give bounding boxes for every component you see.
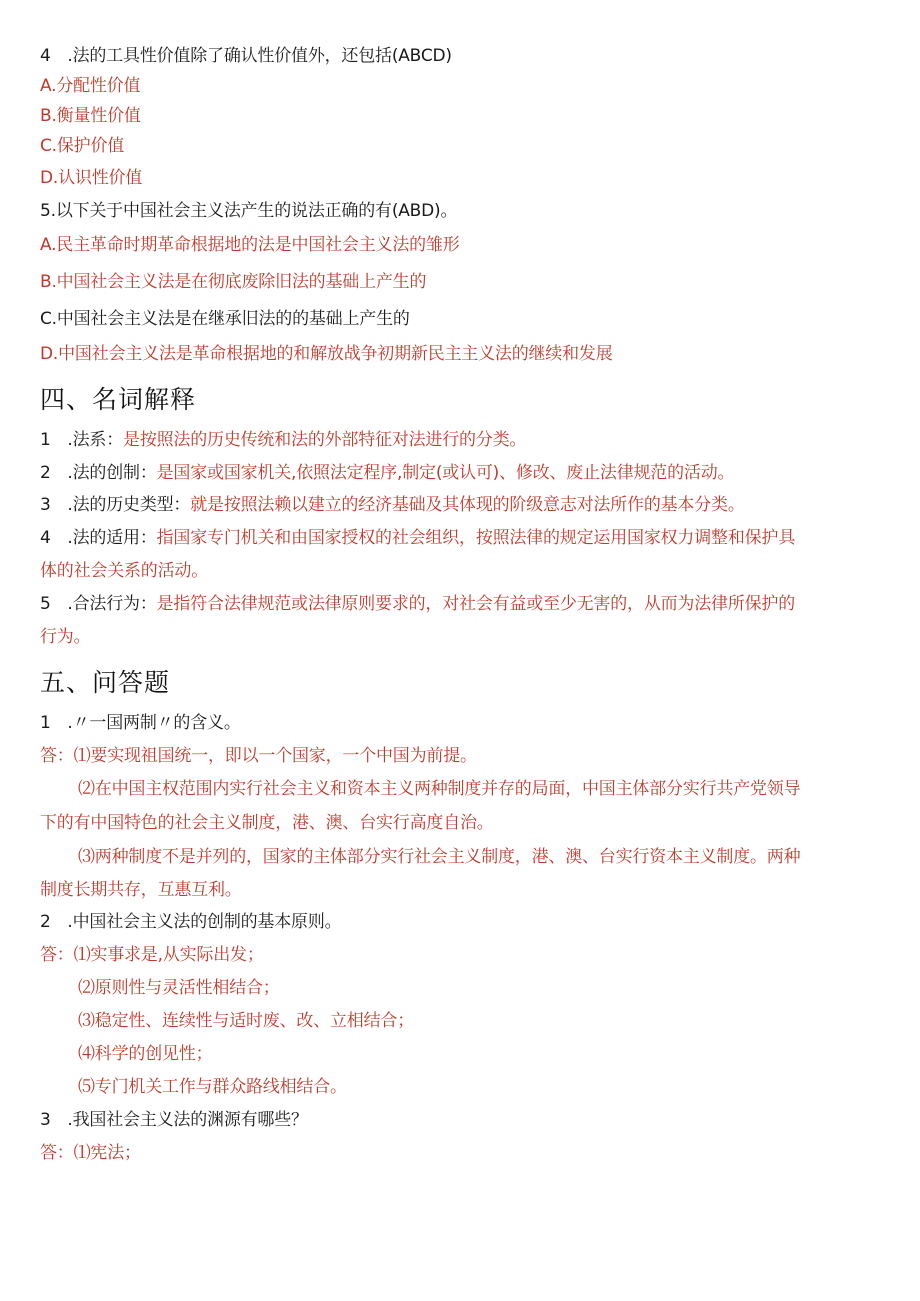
term-label: 5 .合法行为：	[40, 594, 157, 614]
term-label: 4 .法的适用：	[40, 528, 157, 548]
qa1-answer-3-continued: 制度长期共存，互惠互利。	[40, 880, 242, 900]
q4-option-c: C.保护价值	[40, 136, 125, 156]
term-label: 1 .法系：	[40, 430, 124, 450]
qa2-stem: 2 .中国社会主义法的创制的基本原则。	[40, 912, 342, 932]
term-definition-continued: 行为。	[40, 627, 91, 647]
answer-prefix: 答：	[40, 1143, 74, 1163]
term-label: 3 .法的历史类型：	[40, 495, 191, 515]
answer-text: ⑴宪法；	[73, 1143, 141, 1163]
q4-option-d: D.认识性价值	[40, 168, 143, 188]
term-definition: 就是按照法赖以建立的经济基础及其体现的阶级意志对法所作的基本分类。	[190, 495, 745, 515]
qa1-answer-2: ⑵在中国主权范围内实行社会主义和资本主义两种制度并存的局面，中国主体部分实行共产党领导	[78, 779, 801, 799]
answer-text: ⑴实事求是,从实际出发；	[73, 945, 264, 965]
qa1-answer-2-continued: 下的有中国特色的社会主义制度，港、澳、台实行高度自治。	[40, 813, 494, 833]
term-definition-continued: 体的社会关系的活动。	[40, 561, 208, 581]
qa2-answer-4: ⑷科学的创见性；	[78, 1044, 213, 1064]
term-item	[40, 493, 890, 517]
answer-text: ⑴要实现祖国统一，即以一个国家，一个中国为前提。	[73, 746, 477, 766]
qa3-stem: 3 .我国社会主义法的渊源有哪些？	[40, 1110, 308, 1130]
answer-prefix: 答：	[40, 945, 74, 965]
qa3-answer-1	[40, 1141, 890, 1165]
section-title-terms: 四、名词解释	[40, 385, 197, 414]
term-definition: 指国家专门机关和由国家授权的社会组织，按照法律的规定运用国家权力调整和保护具	[156, 528, 796, 548]
term-definition: 是国家或国家机关,依照法定程序,制定(或认可)、修改、废止法律规范的活动。	[156, 463, 735, 483]
qa2-answer-5: ⑸专门机关工作与群众路线相结合。	[78, 1077, 347, 1097]
section-title-qa: 五、问答题	[40, 668, 171, 697]
qa2-answer-3: ⑶稳定性、连续性与适时废、改、立相结合；	[78, 1011, 414, 1031]
term-definition: 是指符合法律规范或法律原则要求的，对社会有益或至少无害的，从而为法律所保护的	[156, 594, 796, 614]
q4-option-a: A.分配性价值	[40, 76, 141, 96]
term-item	[40, 526, 890, 550]
q5-option-a: A.民主革命时期革命根据地的法是中国社会主义法的雏形	[40, 235, 460, 255]
qa1-answer-3: ⑶两种制度不是并列的，国家的主体部分实行社会主义制度，港、澳、台实行资本主义制度。两种	[78, 847, 801, 867]
q5-option-d: D.中国社会主义法是革命根据地的和解放战争初期新民主主义法的继续和发展	[40, 344, 613, 364]
term-item	[40, 592, 890, 616]
qa2-answer-1	[40, 943, 890, 967]
term-item	[40, 428, 890, 452]
qa2-answer-2: ⑵原则性与灵活性相结合；	[78, 978, 280, 998]
q4-stem: 4 .法的工具性价值除了确认性价值外，还包括(ABCD)	[40, 46, 452, 66]
q4-option-b: B.衡量性价值	[40, 106, 141, 126]
q5-option-c: C.中国社会主义法是在继承旧法的的基础上产生的	[40, 309, 410, 329]
qa1-answer-1	[40, 744, 890, 768]
q5-option-b: B.中国社会主义法是在彻底废除旧法的基础上产生的	[40, 272, 427, 292]
q5-stem: 5.以下关于中国社会主义法产生的说法正确的有(ABD)。	[40, 201, 458, 221]
answer-prefix: 答：	[40, 746, 74, 766]
term-label: 2 .法的创制：	[40, 463, 157, 483]
qa1-stem: 1 .〃一国两制〃的含义。	[40, 713, 241, 733]
term-definition: 是按照法的历史传统和法的外部特征对法进行的分类。	[123, 430, 527, 450]
term-item	[40, 461, 890, 485]
